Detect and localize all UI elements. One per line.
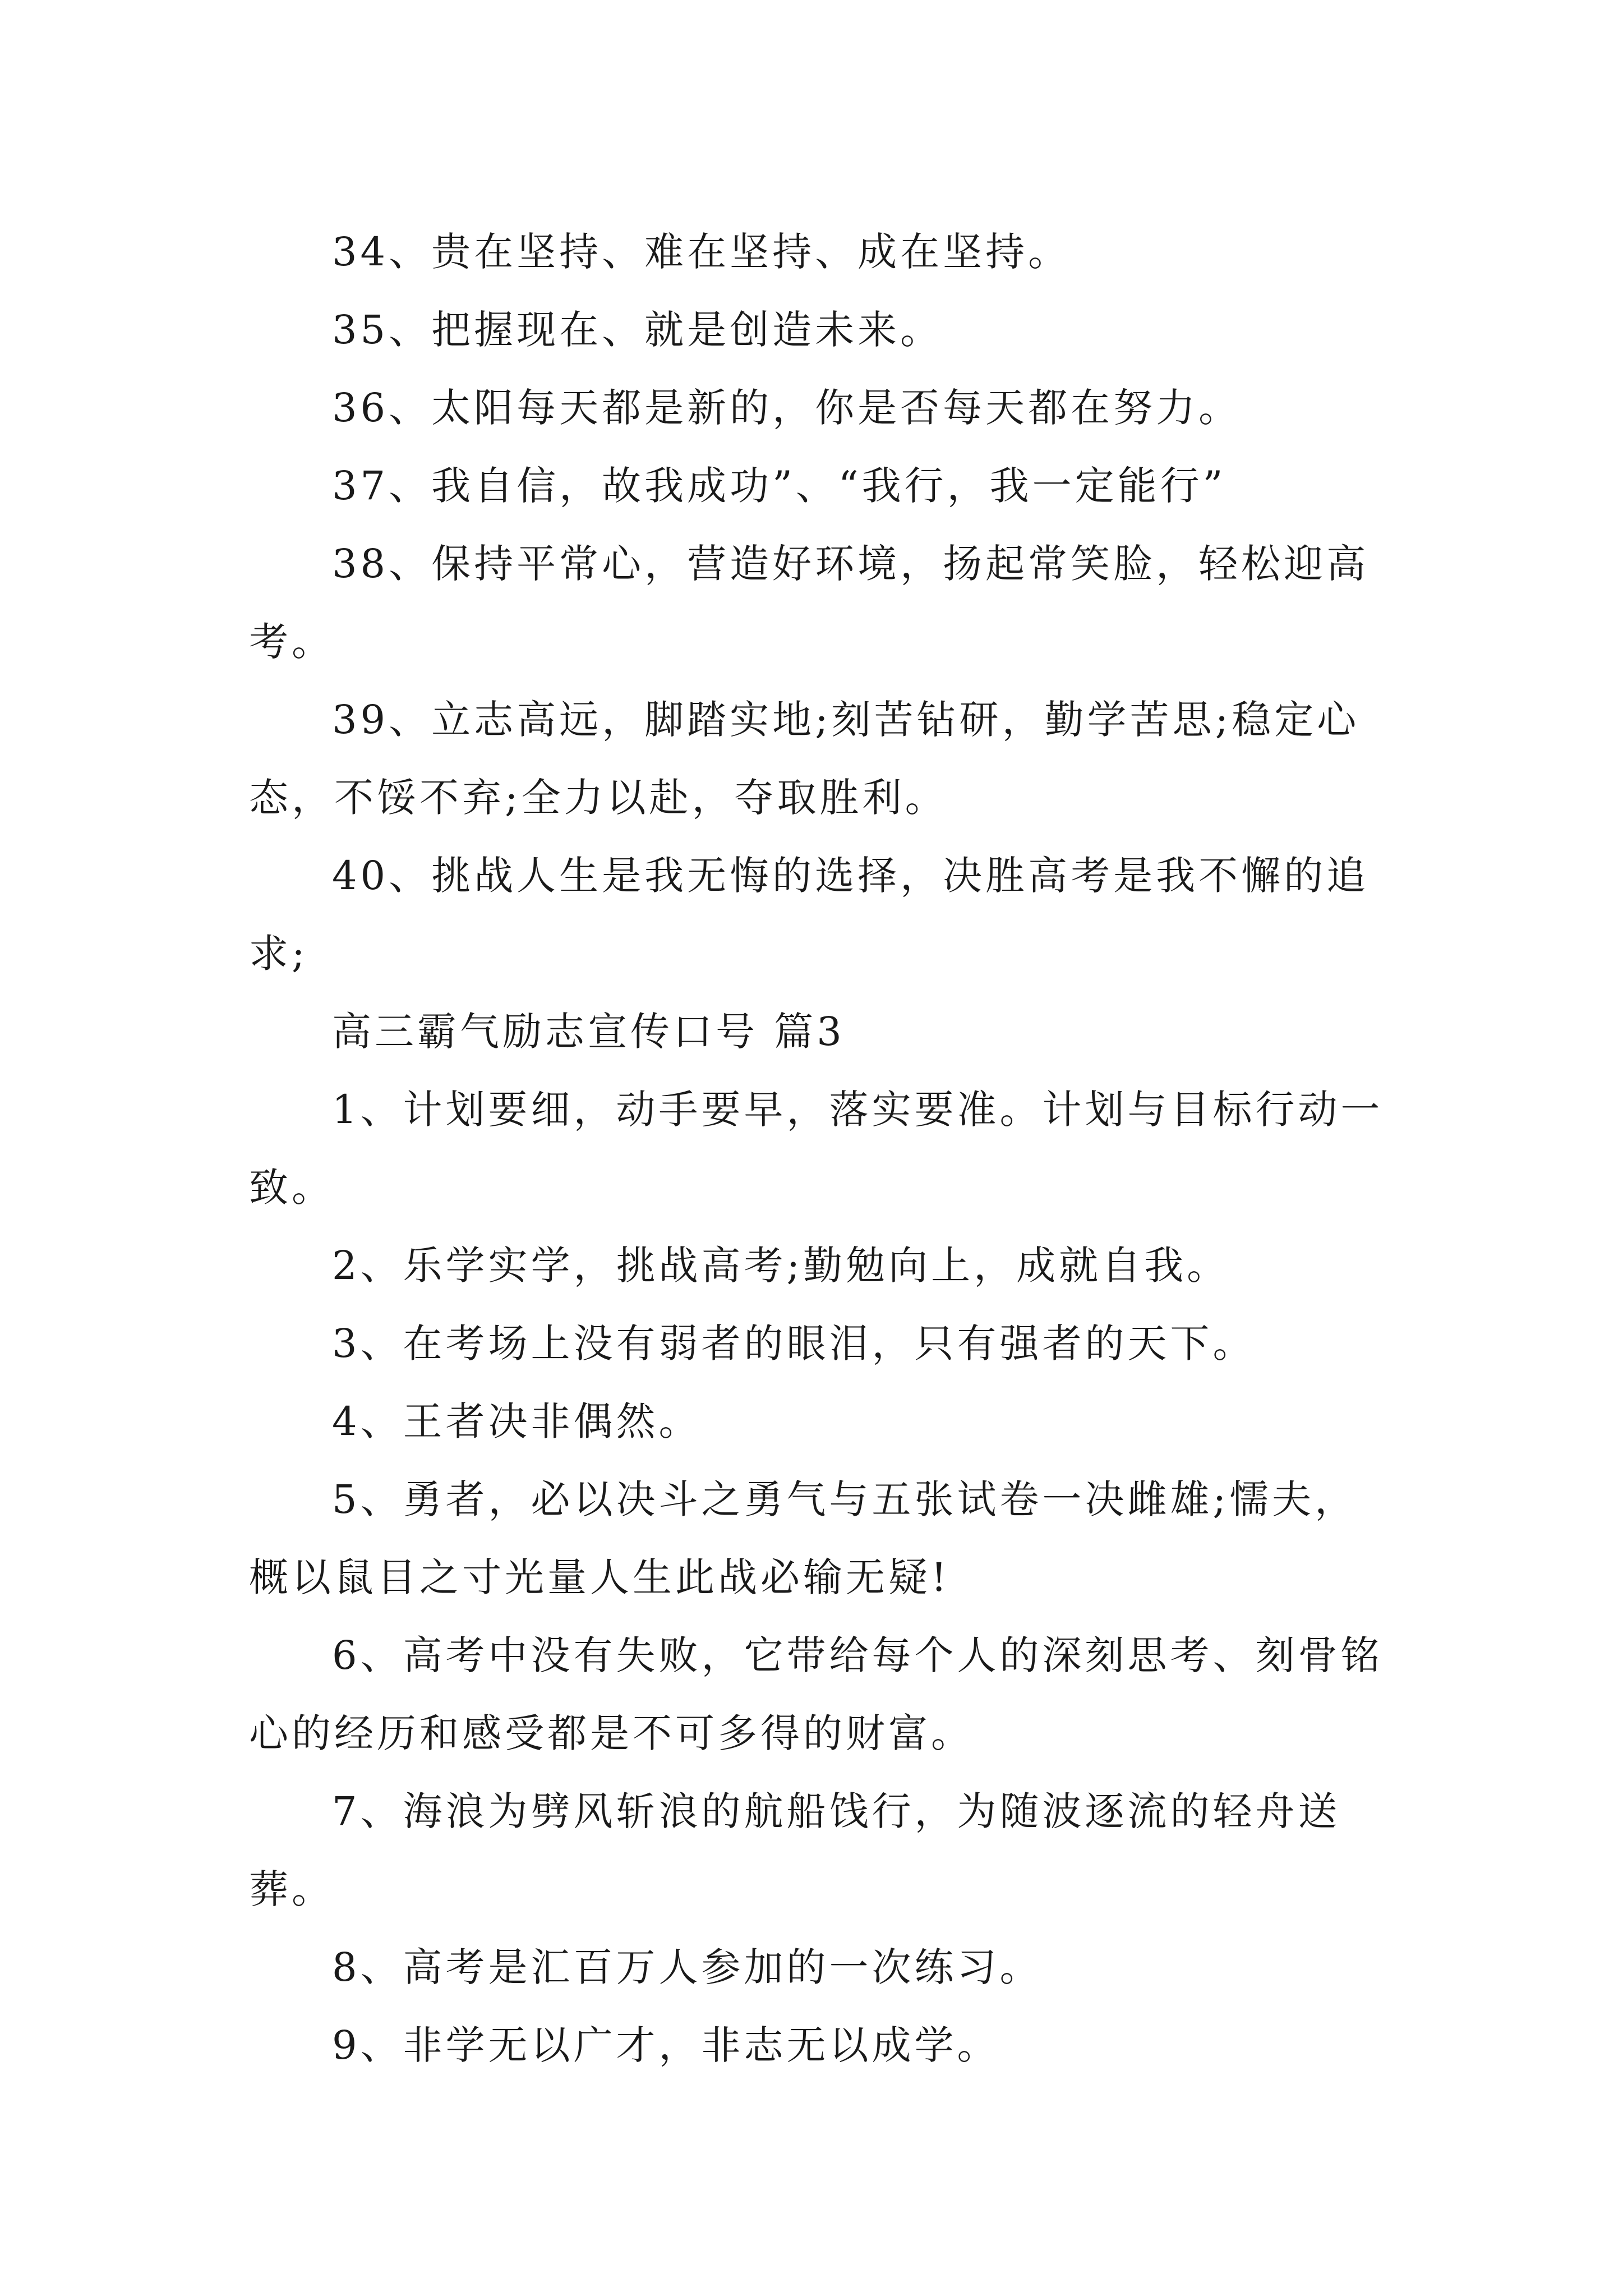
slogan-38: 38、保持平常心，营造好环境，扬起常笑脸，轻松迎高考。 <box>249 541 1370 665</box>
slogan-9: 9、非学无以广才，非志无以成学。 <box>332 2022 1000 2068</box>
slogan-1: 1、计划要细，动手要早，落实要准。计划与目标行动一致。 <box>249 1087 1384 1211</box>
slogan-37: 37、我自信，故我成功”、“我行，我一定能行” <box>332 463 1227 509</box>
slogan-39: 39、立志高远，脚踏实地;刻苦钻研，勤学苦思;稳定心态，不馁不弃;全力以赴，夺取胜利。 <box>249 697 1360 821</box>
slogan-34: 34、贵在坚持、难在坚持、成在坚持。 <box>332 229 1071 275</box>
slogan-36: 36、太阳每天都是新的，你是否每天都在努力。 <box>332 385 1242 431</box>
slogan-5: 5、勇者，必以决斗之勇气与五张试卷一决雌雄;懦夫，概以鼠目之寸光量人生此战必输无疑! <box>249 1476 1358 1600</box>
slogan-40: 40、挑战人生是我无悔的选择，决胜高考是我不懈的追求; <box>249 853 1370 977</box>
slogan-7: 7、海浪为劈风斩浪的航船饯行，为随波逐流的轻舟送葬。 <box>249 1788 1341 1912</box>
slogan-8: 8、高考是汇百万人参加的一次练习。 <box>332 1944 1043 1990</box>
slogan-6: 6、高考中没有失败，它带给每个人的深刻思考、刻骨铭心的经历和感受都是不可多得的财富。 <box>249 1632 1384 1756</box>
section-heading: 高三霸气励志宣传口号 篇3 <box>332 1009 845 1055</box>
slogan-3: 3、在考场上没有弱者的眼泪，只有强者的天下。 <box>332 1320 1256 1366</box>
slogan-2: 2、乐学实学，挑战高考;勤勉向上，成就自我。 <box>332 1243 1230 1289</box>
slogan-35: 35、把握现在、就是创造未来。 <box>332 307 943 353</box>
slogan-4: 4、王者决非偶然。 <box>332 1398 702 1444</box>
document-body <box>249 213 1390 2085</box>
